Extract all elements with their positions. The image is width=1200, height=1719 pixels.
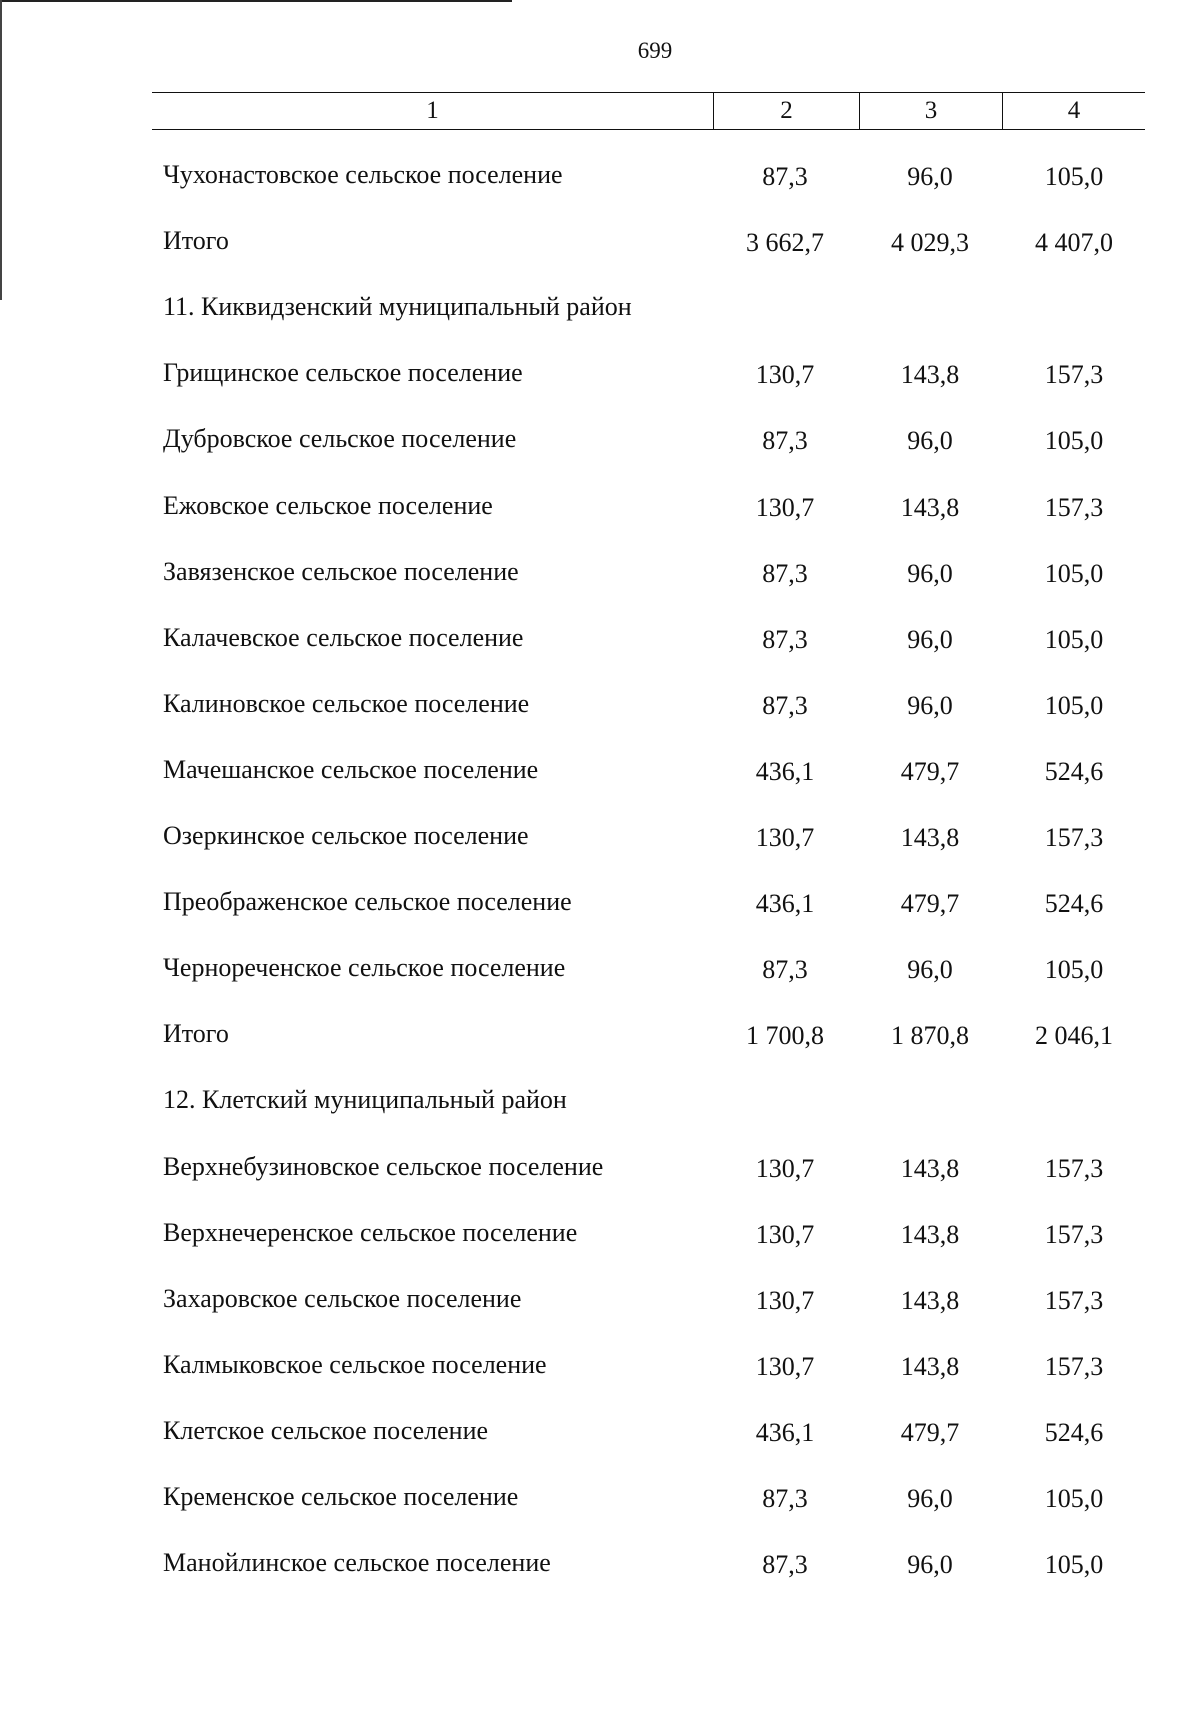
row-value-col-4: 2 046,1 — [1035, 1021, 1113, 1050]
row-label: Грищинское сельское поселение — [163, 358, 523, 387]
table-row — [0, 689, 1200, 729]
row-label: Калачевское сельское поселение — [163, 623, 524, 652]
table-header — [152, 92, 1145, 130]
row-value-col-4: 105,0 — [1044, 1484, 1104, 1513]
row-label: Преображенское сельское поселение — [163, 887, 572, 916]
row-label: Манойлинское сельское поселение — [163, 1548, 551, 1577]
row-value-col-3: 96,0 — [907, 625, 953, 654]
table-row — [0, 887, 1200, 927]
row-value-col-3: 96,0 — [907, 691, 953, 720]
row-value-col-2: 87,3 — [762, 162, 808, 191]
row-value-col-4: 157,3 — [1044, 1220, 1104, 1249]
table-row — [0, 292, 1200, 332]
row-value-col-2: 130,7 — [755, 493, 815, 522]
row-value-col-3: 96,0 — [907, 426, 953, 455]
row-value-col-4: 105,0 — [1044, 1550, 1104, 1579]
table-row — [0, 424, 1200, 464]
row-label: Озеркинское сельское поселение — [163, 821, 529, 850]
header-col-1: 1 — [426, 97, 439, 124]
row-value-col-3: 96,0 — [907, 559, 953, 588]
row-value-col-4: 105,0 — [1044, 955, 1104, 984]
row-label: Ежовское сельское поселение — [163, 491, 493, 520]
table-row — [0, 755, 1200, 795]
table-row — [0, 623, 1200, 663]
table-row — [0, 1350, 1200, 1390]
table-row — [0, 1152, 1200, 1192]
table-row — [0, 1548, 1200, 1588]
row-value-col-3: 96,0 — [907, 955, 953, 984]
row-value-col-4: 105,0 — [1044, 162, 1104, 191]
row-label: 11. Киквидзенский муниципальный район — [163, 292, 632, 321]
header-col-2: 2 — [713, 93, 859, 129]
table-row — [0, 1019, 1200, 1059]
row-label: Итого — [163, 226, 229, 255]
row-value-col-4: 157,3 — [1044, 493, 1104, 522]
row-label: Клетское сельское поселение — [163, 1416, 489, 1445]
row-value-col-2: 87,3 — [762, 1484, 808, 1513]
row-label: Мачешанское сельское поселение — [163, 755, 539, 784]
table-row — [0, 557, 1200, 597]
row-value-col-3: 143,8 — [900, 823, 960, 852]
row-value-col-3: 143,8 — [900, 1154, 960, 1183]
row-value-col-2: 436,1 — [755, 757, 815, 786]
row-value-col-4: 105,0 — [1044, 691, 1104, 720]
row-value-col-3: 143,8 — [900, 1352, 960, 1381]
row-value-col-2: 1 700,8 — [746, 1021, 824, 1050]
table-row — [0, 1416, 1200, 1456]
row-value-col-3: 143,8 — [900, 1220, 960, 1249]
row-value-col-2: 87,3 — [762, 625, 808, 654]
row-value-col-4: 524,6 — [1044, 889, 1104, 918]
row-label: Завязенское сельское поселение — [163, 557, 519, 586]
row-value-col-3: 96,0 — [907, 1484, 953, 1513]
row-value-col-2: 87,3 — [762, 426, 808, 455]
row-value-col-3: 96,0 — [907, 162, 953, 191]
row-label: Калмыковское сельское поселение — [163, 1350, 547, 1379]
row-value-col-2: 130,7 — [755, 1220, 815, 1249]
row-value-col-4: 4 407,0 — [1035, 228, 1113, 257]
row-value-col-3: 4 029,3 — [891, 228, 969, 257]
row-label: Чухонастовское сельское поселение — [163, 160, 563, 189]
table-row — [0, 1218, 1200, 1258]
row-value-col-3: 143,8 — [900, 360, 960, 389]
row-value-col-3: 143,8 — [900, 1286, 960, 1315]
header-col-4: 4 — [1002, 93, 1145, 129]
table-row — [0, 358, 1200, 398]
row-value-col-2: 87,3 — [762, 1550, 808, 1579]
row-value-col-4: 105,0 — [1044, 426, 1104, 455]
row-value-col-2: 130,7 — [755, 360, 815, 389]
page-number: 699 — [637, 38, 673, 63]
header-col-3: 3 — [859, 93, 1002, 129]
row-label: Верхнебузиновское сельское поселение — [163, 1152, 604, 1181]
row-value-col-2: 87,3 — [762, 691, 808, 720]
scan-border-top — [0, 0, 512, 2]
row-value-col-4: 157,3 — [1044, 360, 1104, 389]
row-value-col-4: 157,3 — [1044, 1352, 1104, 1381]
row-value-col-3: 479,7 — [900, 757, 960, 786]
row-value-col-2: 3 662,7 — [746, 228, 824, 257]
row-value-col-2: 436,1 — [755, 889, 815, 918]
row-label: Верхнечеренское сельское поселение — [163, 1218, 578, 1247]
row-value-col-4: 524,6 — [1044, 757, 1104, 786]
table-row — [0, 160, 1200, 200]
row-label: Итого — [163, 1019, 229, 1048]
row-value-col-4: 105,0 — [1044, 559, 1104, 588]
row-label: 12. Клетский муниципальный район — [163, 1085, 567, 1114]
row-value-col-3: 143,8 — [900, 493, 960, 522]
row-value-col-4: 157,3 — [1044, 1154, 1104, 1183]
row-label: Кременское сельское поселение — [163, 1482, 519, 1511]
row-label: Дубровское сельское поселение — [163, 424, 517, 453]
row-value-col-3: 479,7 — [900, 889, 960, 918]
row-label: Захаровское сельское поселение — [163, 1284, 522, 1313]
row-value-col-4: 105,0 — [1044, 625, 1104, 654]
row-value-col-2: 87,3 — [762, 955, 808, 984]
row-value-col-3: 479,7 — [900, 1418, 960, 1447]
row-value-col-4: 157,3 — [1044, 1286, 1104, 1315]
table-row — [0, 1284, 1200, 1324]
row-label: Чернореченское сельское поселение — [163, 953, 566, 982]
row-value-col-2: 130,7 — [755, 823, 815, 852]
row-value-col-4: 157,3 — [1044, 823, 1104, 852]
table-row — [0, 1085, 1200, 1125]
row-value-col-3: 1 870,8 — [891, 1021, 969, 1050]
table-row — [0, 491, 1200, 531]
row-value-col-2: 130,7 — [755, 1154, 815, 1183]
row-value-col-2: 130,7 — [755, 1352, 815, 1381]
row-label: Калиновское сельское поселение — [163, 689, 530, 718]
row-value-col-3: 96,0 — [907, 1550, 953, 1579]
table-row — [0, 226, 1200, 266]
table-row — [0, 821, 1200, 861]
row-value-col-2: 130,7 — [755, 1286, 815, 1315]
table-row — [0, 1482, 1200, 1522]
table-row — [0, 953, 1200, 993]
row-value-col-2: 436,1 — [755, 1418, 815, 1447]
row-value-col-4: 524,6 — [1044, 1418, 1104, 1447]
row-value-col-2: 87,3 — [762, 559, 808, 588]
